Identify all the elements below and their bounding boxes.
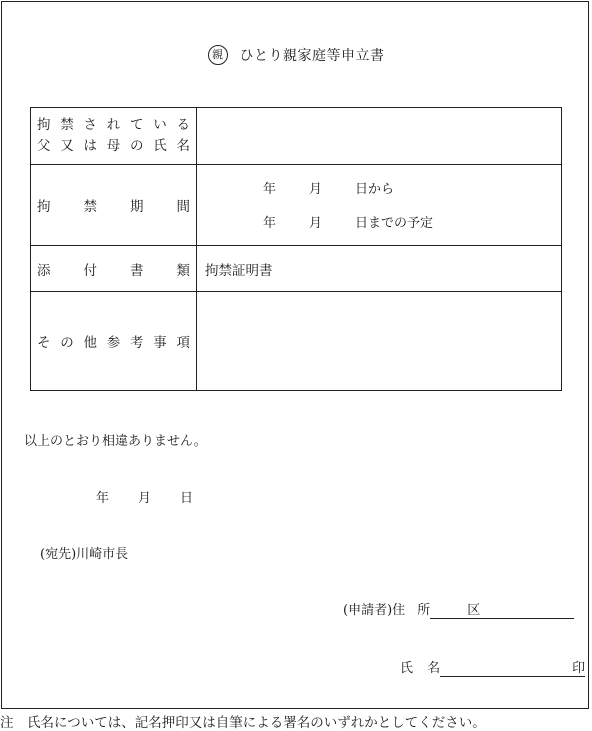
label-char: 考 bbox=[130, 335, 144, 351]
justified-label bbox=[37, 195, 190, 215]
label-char: 類 bbox=[176, 262, 190, 279]
to-year: 年 bbox=[263, 216, 277, 231]
table-row bbox=[31, 165, 562, 246]
label-char: 事 bbox=[153, 335, 167, 351]
table-row bbox=[31, 292, 562, 391]
ward-label: 区 bbox=[467, 603, 481, 618]
label-char: れ bbox=[106, 117, 121, 133]
table-row bbox=[31, 246, 562, 292]
label-char: 項 bbox=[176, 335, 190, 351]
date-day: 日 bbox=[180, 491, 194, 506]
label-char: 添 bbox=[37, 262, 51, 279]
label-char: 拘 bbox=[37, 199, 51, 215]
label-char: 間 bbox=[176, 199, 190, 215]
detained-parent-name-field[interactable] bbox=[197, 108, 562, 165]
label-char: 期 bbox=[130, 199, 144, 215]
address-underline-rest[interactable] bbox=[480, 603, 574, 619]
detention-period-field[interactable] bbox=[197, 165, 562, 246]
applicant-name-line[interactable] bbox=[400, 657, 585, 677]
date-year: 年 bbox=[96, 491, 110, 506]
from-month: 月 bbox=[309, 182, 323, 197]
justified-label bbox=[37, 259, 190, 279]
addressee: (宛先)川崎市長 bbox=[40, 547, 129, 562]
label-char: 名 bbox=[176, 138, 190, 154]
other-notes-label bbox=[31, 292, 197, 391]
declaration-statement: 以上のとおり相違ありません。 bbox=[24, 434, 207, 449]
label-char: は bbox=[83, 138, 97, 154]
label-char: 書 bbox=[130, 262, 144, 279]
date-month: 月 bbox=[138, 491, 152, 506]
justified-label bbox=[37, 331, 190, 351]
label-char: 禁 bbox=[83, 199, 97, 215]
from-year: 年 bbox=[263, 182, 277, 197]
detained-parent-label bbox=[31, 108, 197, 165]
detention-period-label bbox=[31, 165, 197, 246]
label-char: そ bbox=[37, 335, 51, 351]
applicant-address-line[interactable] bbox=[343, 599, 574, 619]
label-char: の bbox=[60, 335, 74, 351]
other-notes-field[interactable] bbox=[197, 292, 562, 391]
label-char: て bbox=[130, 117, 144, 133]
label-char: 付 bbox=[83, 262, 97, 279]
applicant-address-label: (申請者)住 bbox=[343, 603, 406, 618]
seal-label: 印 bbox=[570, 657, 585, 677]
label-char: 氏 bbox=[153, 138, 167, 154]
period-to-line bbox=[263, 212, 433, 231]
label-char: い bbox=[153, 117, 167, 133]
to-day: 日までの予定 bbox=[355, 216, 434, 231]
period-from-line bbox=[263, 178, 394, 197]
attached-documents-value: 拘禁証明書 bbox=[197, 246, 562, 292]
applicant-address-label-2: 所 bbox=[417, 603, 431, 618]
name-label-2: 名 bbox=[427, 661, 441, 676]
name-underline[interactable] bbox=[440, 661, 570, 677]
label-char: の bbox=[130, 138, 144, 154]
footnote: 注 氏名については、記名押印又は自筆による署名のいずれかとしてください。 bbox=[0, 715, 486, 731]
label-char: 又 bbox=[60, 138, 74, 154]
document-title bbox=[0, 45, 592, 65]
attached-documents-label bbox=[31, 246, 197, 292]
table-row bbox=[31, 108, 562, 165]
label-char: 参 bbox=[106, 335, 121, 351]
oya-circle-mark: 親 bbox=[208, 45, 228, 65]
label-line bbox=[37, 136, 190, 157]
label-char: さ bbox=[83, 117, 97, 133]
label-char: 母 bbox=[106, 138, 121, 154]
label-char: 父 bbox=[37, 138, 51, 154]
label-char: 他 bbox=[83, 335, 97, 351]
name-label-1: 氏 bbox=[400, 661, 414, 676]
to-month: 月 bbox=[309, 216, 323, 231]
date-line[interactable] bbox=[96, 487, 222, 506]
from-day: 日から bbox=[355, 182, 395, 197]
address-underline-ward[interactable] bbox=[430, 599, 480, 619]
application-table bbox=[30, 107, 562, 391]
label-char: 拘 bbox=[37, 117, 51, 133]
label-char: 禁 bbox=[60, 117, 74, 133]
label-line bbox=[37, 115, 190, 136]
title-text: ひとり親家庭等申立書 bbox=[239, 48, 385, 64]
label-char: る bbox=[176, 117, 190, 133]
